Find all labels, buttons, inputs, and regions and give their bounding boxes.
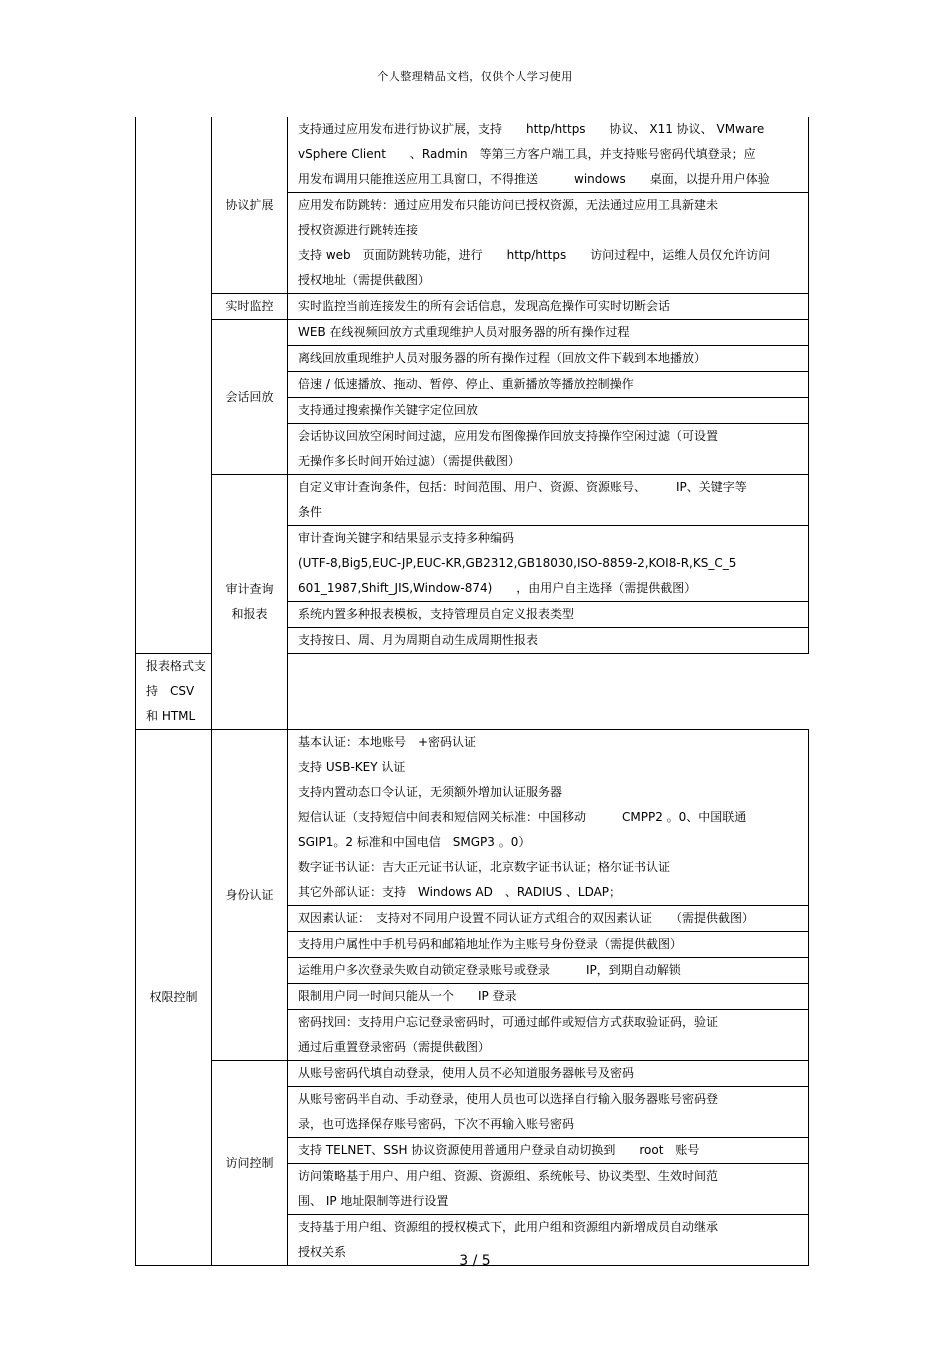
requirement-cell: 限制用户同一时间只能从一个 IP 登录 [288,984,809,1010]
requirement-cell: 实时监控当前连接发生的所有会话信息，发现高危操作可实时切断会话 [288,294,809,320]
requirement-cell: 支持按日、周、月为周期自动生成周期性报表 [288,628,809,654]
requirement-cell: 应用发布防跳转：通过应用发布只能访问已授权资源，无法通过应用工具新建未 授权资源进行跳转连接 支持 web 页面防跳转功能，进行 http/https 访问过程中，运维人员仅允许访问 授权地址（需提供截图） [288,193,809,294]
requirement-cell: 双因素认证： 支持对不同用户设置不同认证方式组合的双因素认证 （需提供截图） [288,906,809,932]
requirement-cell: 支持用户属性中手机号码和邮箱地址作为主账号身份登录（需提供截图） [288,932,809,958]
page-number: 3 / 5 [459,1253,491,1269]
category-permission: 权限控制 [136,730,212,1266]
requirement-cell: 密码找回：支持用户忘记登录密码时，可通过邮件或短信方式获取验证码，验证 通过后重置登录密码（需提供截图） [288,1010,809,1061]
subcategory-identity: 身份认证 [212,730,288,1061]
requirement-cell: 从账号密码半自动、手动登录，使用人员也可以选择自行输入服务器账号密码登 录，也可选择保存账号密码，下次不再输入账号密码 [288,1087,809,1138]
table-row [136,475,809,526]
requirement-cell: 支持 TELNET、SSH 协议资源使用普通用户登录自动切换到 root 账号 [288,1138,809,1164]
table-row [136,1061,809,1087]
requirement-cell: 自定义审计查询条件，包括：时间范围、用户、资源、资源账号、 IP、关键字等 条件 [288,475,809,526]
requirement-cell: 审计查询关键字和结果显示支持多种编码 (UTF-8,Big5,EUC-JP,EUC-KR,GB2312,GB18030,ISO-8859-2,KOI8-R,KS_C_5 601_1987,Shift_JIS,Window-874) ，由用户自主选择（需提供截图） [288,526,809,602]
requirement-cell: 会话协议回放空闲时间过滤，应用发布图像操作回放支持操作空闲过滤（可设置 无操作多长时间开始过滤）（需提供截图） [288,424,809,475]
requirement-cell: 从账号密码代填自动登录，使用人员不必知道服务器帐号及密码 [288,1061,809,1087]
requirement-cell: 离线回放重现维护人员对服务器的所有操作过程（回放文件下载到本地播放） [288,346,809,372]
subcategory-monitor: 实时监控 [212,294,288,320]
requirement-cell: 倍速 / 低速播放、拖动、暂停、停止、重新播放等播放控制操作 [288,372,809,398]
requirement-cell: 报表格式支持 CSV 和 HTML [136,654,212,730]
requirement-cell: WEB 在线视频回放方式重现维护人员对服务器的所有操作过程 [288,320,809,346]
requirement-cell: 系统内置多种报表模板，支持管理员自定义报表类型 [288,602,809,628]
requirement-cell: 运维用户多次登录失败自动锁定登录账号或登录 IP，到期自动解锁 [288,958,809,984]
table-row [136,730,809,906]
requirement-cell: 支持通过搜索操作关键字定位回放 [288,398,809,424]
table-row [136,294,809,320]
requirement-cell: 访问策略基于用户、用户组、资源、资源组、系统帐号、协议类型、生效时间范 围、 IP 地址限制等进行设置 [288,1164,809,1215]
subcategory-protocol: 协议扩展 [212,117,288,294]
subcategory-access: 访问控制 [212,1061,288,1266]
category-cell-empty [136,117,212,654]
table-row [136,320,809,346]
page-header: 个人整理精品文档，仅供个人学习使用 [377,70,573,83]
requirement-cell: 支持通过应用发布进行协议扩展，支持 http/https 协议、 X11 协议、 VMware vSphere Client 、Radmin 等第三方客户端工具，并支持账号密码代填登录；应 用发布调用只能推送应用工具窗口，不得推送 windows 桌面，以提升用户体验 [288,117,809,193]
requirement-cell: 支持基于用户组、资源组的授权模式下，此用户组和资源组内新增成员自动继承 授权关系 [288,1215,809,1266]
table-row [136,117,809,193]
subcategory-audit: 审计查询 和报表 [212,475,288,730]
subcategory-replay: 会话回放 [212,320,288,475]
requirement-cell: 基本认证：本地账号 +密码认证 支持 USB-KEY 认证 支持内置动态口令认证，无须额外增加认证服务器 短信认证（支持短信中间表和短信网关标准：中国移动 CMPP2 。0、中国联通 SGIP1。2 标准和中国电信 SMGP3 。0） 数字证书认证：吉大正元证书认证，北京数字证书认证；格尔证书认证 其它外部认证：支持 Windows AD 、RADIUS 、LDAP； [288,730,809,906]
spec-table [135,117,809,1266]
